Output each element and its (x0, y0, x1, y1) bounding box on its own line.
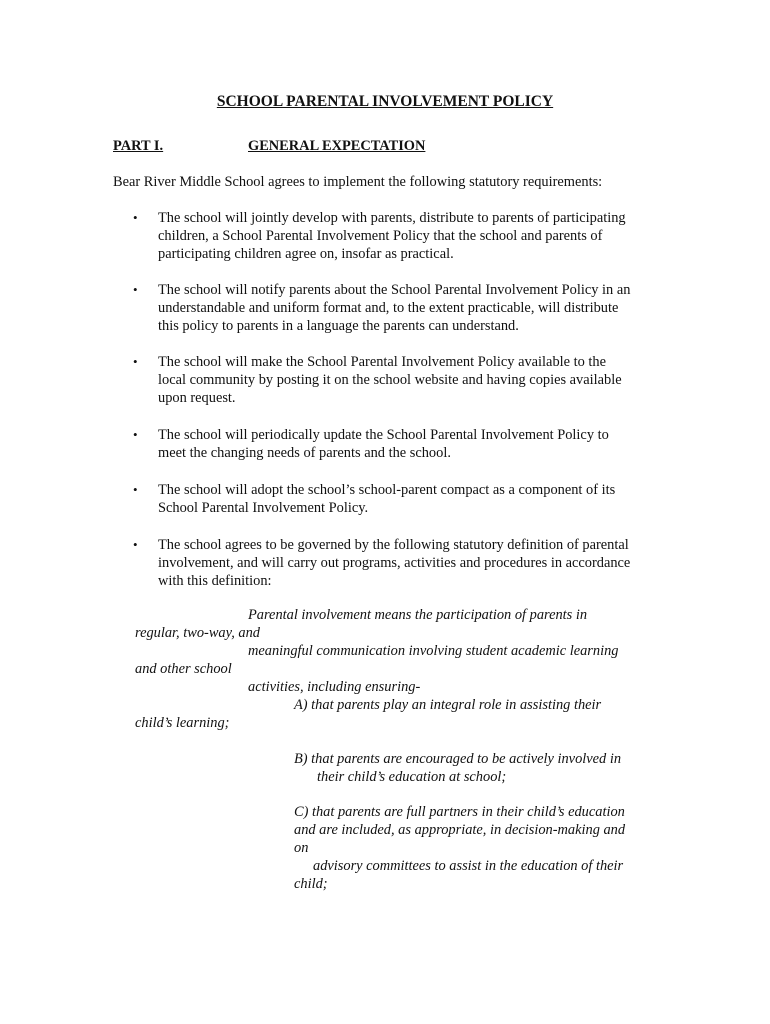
bullet-line: The school will notify parents about the School Parental Involvement Policy in an (158, 282, 631, 298)
bullet-icon: • (133, 427, 138, 442)
definition-item-c-cont: child; (294, 876, 328, 892)
bullet-line: The school will periodically update the School Parental Involvement Policy to (158, 427, 609, 443)
definition-item-b-cont: their child’s education at school; (317, 769, 507, 785)
bullet-item (158, 536, 678, 590)
page-title: SCHOOL PARENTAL INVOLVEMENT POLICY (216, 93, 554, 110)
definition-item-b: B) that parents are encouraged to be actively involved in (294, 751, 622, 767)
bullet-icon: • (133, 282, 138, 297)
bullet-line: The school will jointly develop with parents, distribute to parents of participating (158, 210, 626, 226)
part-label: PART I. (113, 138, 164, 154)
bullet-line: participating children agree on, insofar as practical. (158, 246, 454, 262)
bullet-line: children, a School Parental Involvement Policy that the school and parents of (158, 228, 603, 244)
part-heading: GENERAL EXPECTATION (248, 138, 426, 154)
definition-item-c-cont: and are included, as appropriate, in decision-making and (294, 822, 626, 838)
bullet-item (158, 426, 678, 462)
definition-item-c: C) that parents are full partners in their child’s education (294, 804, 625, 820)
definition-item-a-cont: child’s learning; (135, 715, 230, 731)
intro-paragraph: Bear River Middle School agrees to implement the following statutory requirements: (113, 174, 603, 190)
bullet-item (158, 281, 678, 335)
bullet-line: upon request. (158, 390, 236, 406)
bullet-line: The school will make the School Parental Involvement Policy available to the (158, 354, 606, 370)
bullet-line: this policy to parents in a language the parents can understand. (158, 318, 519, 334)
definition-line: meaningful communication involving student academic learning (248, 643, 619, 659)
bullet-line: The school will adopt the school’s school-parent compact as a component of its (158, 482, 616, 498)
definition-item-a: A) that parents play an integral role in assisting their (294, 697, 602, 713)
definition-line: regular, two-way, and (135, 625, 260, 641)
bullet-icon: • (133, 482, 138, 497)
definition-item-c-cont: advisory committees to assist in the education of their (313, 858, 624, 874)
bullet-line: School Parental Involvement Policy. (158, 500, 369, 516)
bullet-icon: • (133, 354, 138, 369)
bullet-line: with this definition: (158, 573, 272, 589)
bullet-item (158, 353, 678, 407)
definition-line: and other school (135, 661, 232, 677)
bullet-line: local community by posting it on the school website and having copies available (158, 372, 622, 388)
bullet-line: understandable and uniform format and, to the extent practicable, will distribute (158, 300, 619, 316)
definition-line: activities, including ensuring- (248, 679, 421, 695)
bullet-item (158, 209, 678, 263)
bullet-line: meet the changing needs of parents and the school. (158, 445, 451, 461)
bullet-item (158, 481, 678, 517)
definition-line: Parental involvement means the participation of parents in (248, 607, 588, 623)
bullet-line: involvement, and will carry out programs, activities and procedures in accordance (158, 555, 631, 571)
bullet-icon: • (133, 210, 138, 225)
definition-item-c-cont: on (294, 840, 309, 856)
bullet-icon: • (133, 537, 138, 552)
bullet-line: The school agrees to be governed by the following statutory definition of parental (158, 537, 629, 553)
